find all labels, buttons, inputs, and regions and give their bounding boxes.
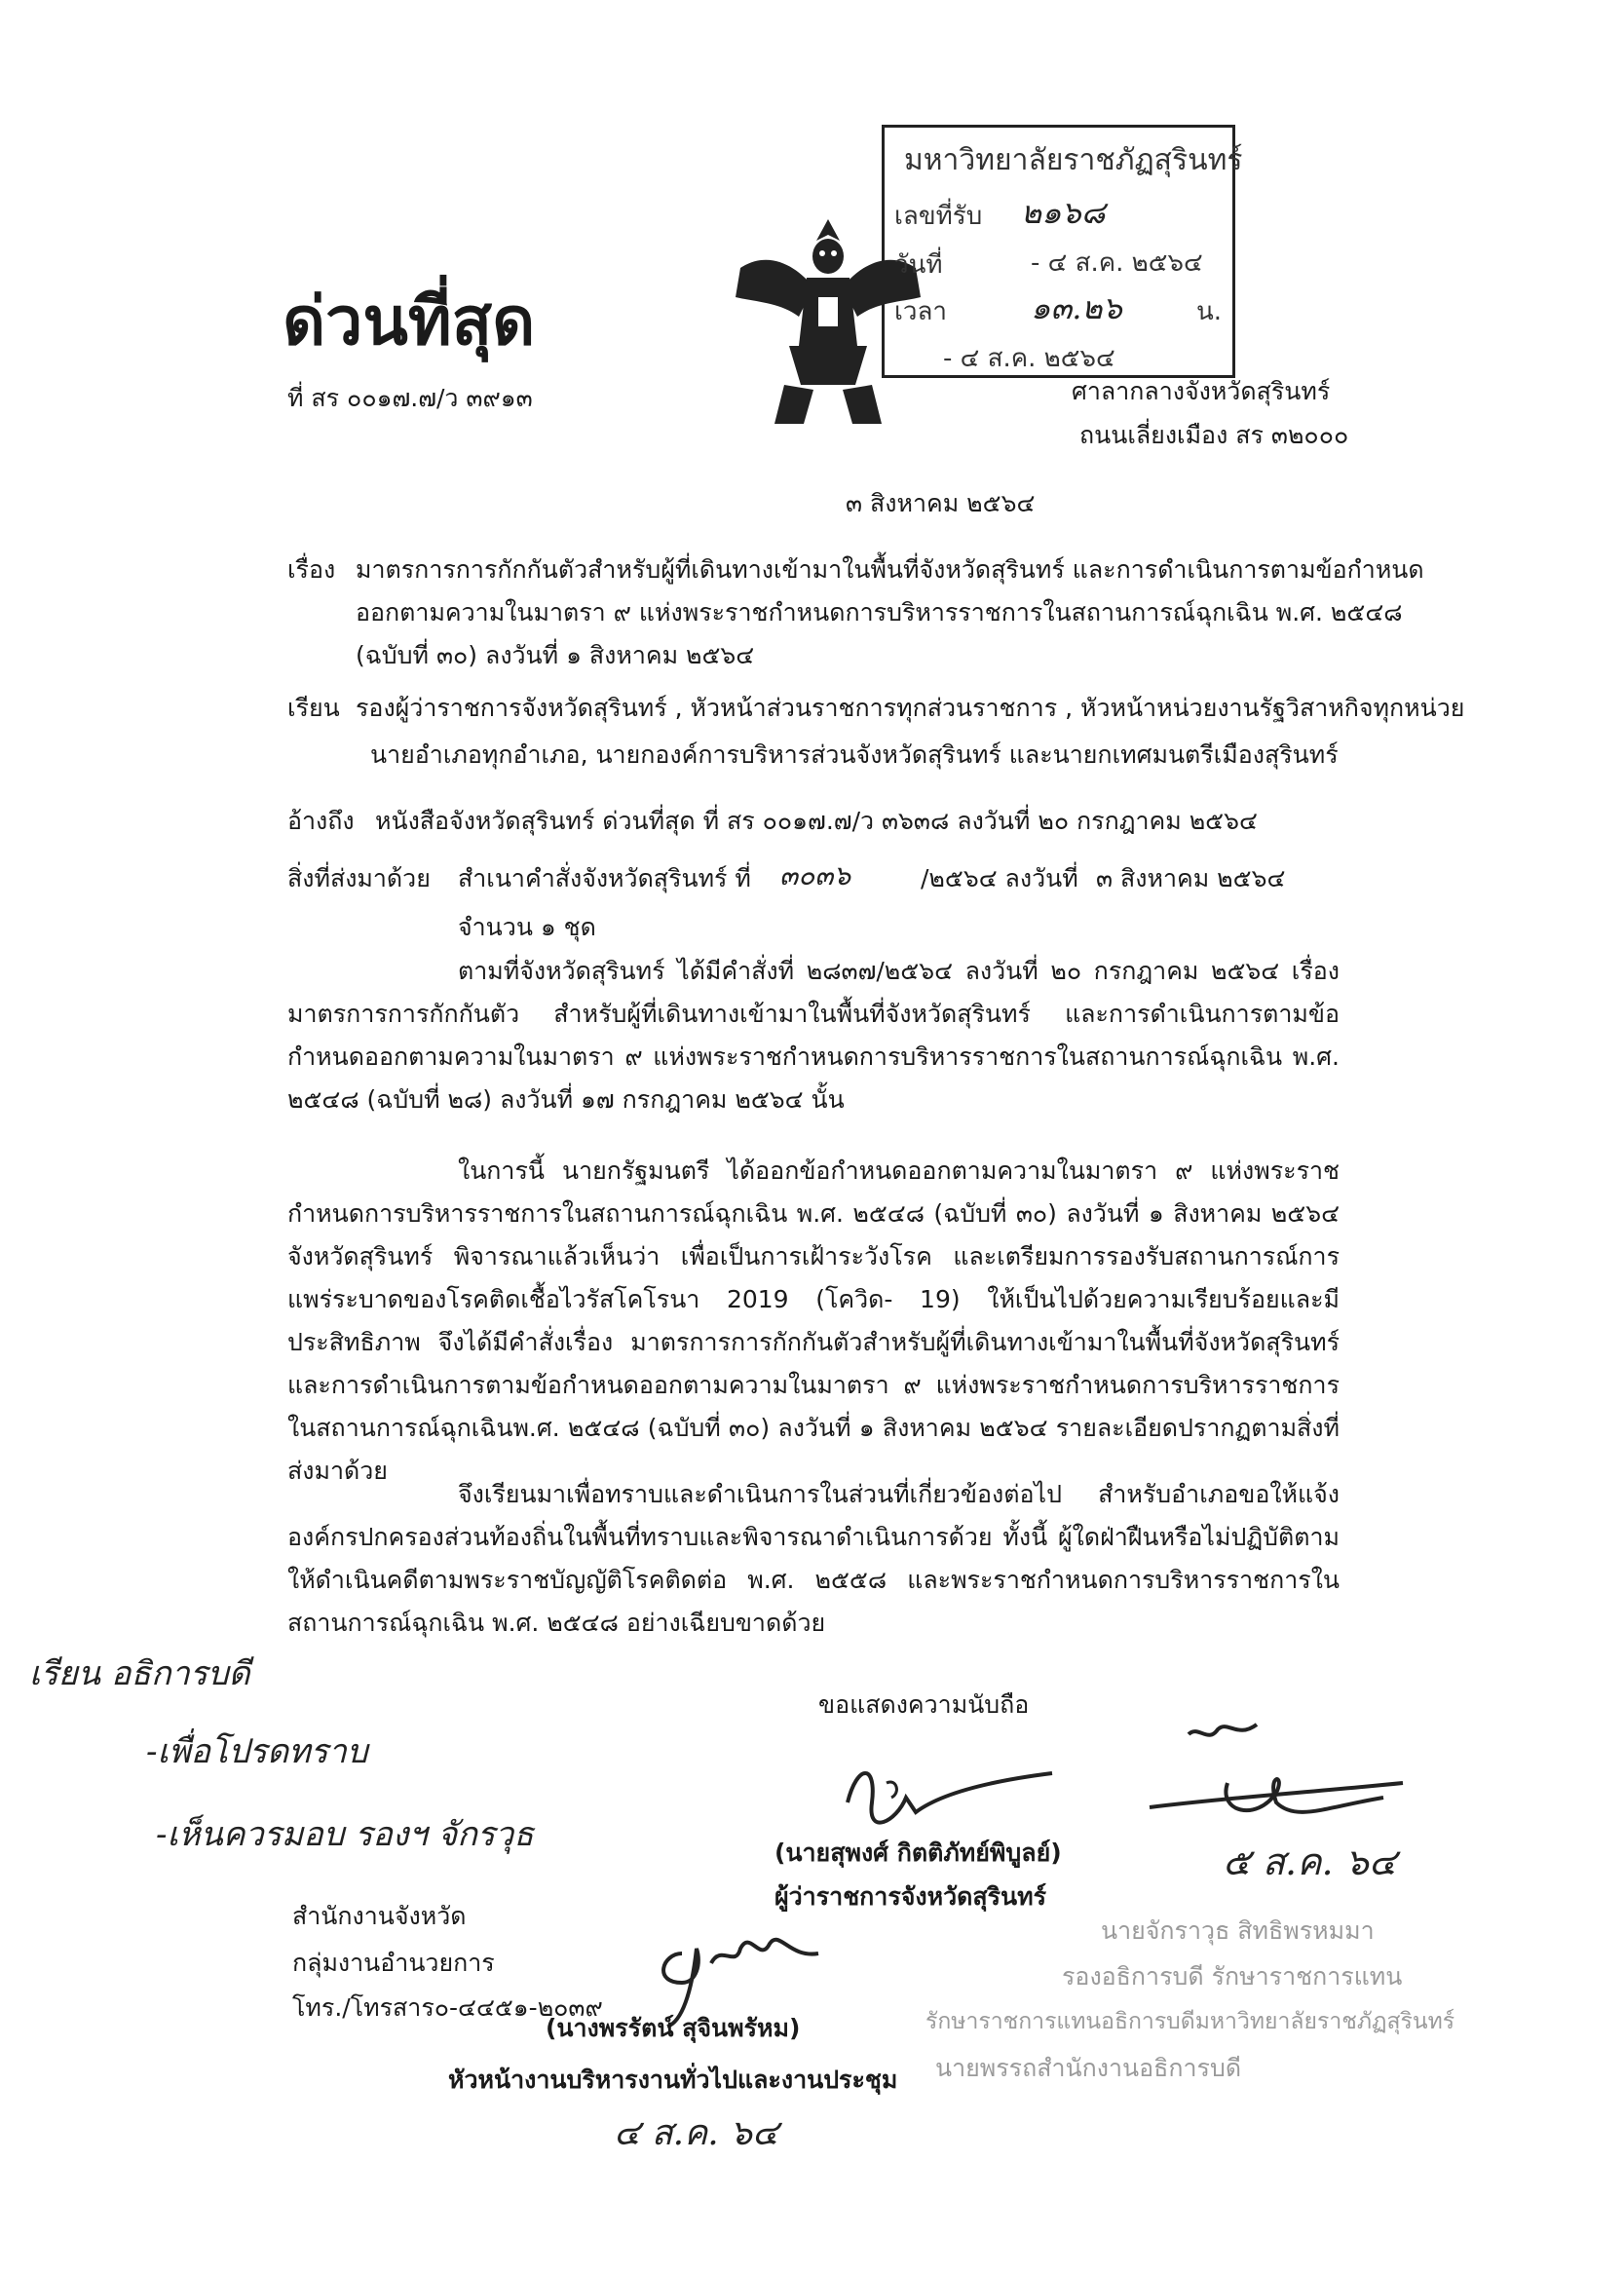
governor-signature (828, 1744, 1062, 1851)
stamp-number-label: เลขที่รับ (894, 202, 983, 231)
stamp-date-2: - ๔ ส.ค. ๒๕๖๔ (943, 344, 1115, 373)
subject-label: เรื่อง (287, 555, 336, 584)
signer-name: (นายสุพงศ์ กิตติภัทย์พิบูลย์) (774, 1839, 1062, 1867)
office-address-line2: ถนนเลี่ยงเมือง สร ๓๒๐๐๐ (1079, 421, 1349, 449)
stamp-time: ๑๓.๒๖ (1031, 289, 1122, 326)
handwritten-note-line2: -เพื่อโปรดทราบ (146, 1732, 368, 1771)
enclosure-count: จำนวน ๑ ชุด (458, 913, 596, 941)
body-paragraph-1-text: ตามที่จังหวัดสุรินทร์ ได้มีคำสั่งที่ ๒๘๓๗/๒๕๖๔ ลงวันที่ ๒๐ กรกฎาคม ๒๕๖๔ เรื่อง มาตรการการกักกันตัว สำหรับผู้ที่เดินทางเข้ามาในพื้นที่จังหวัดสุรินทร์ และการดำเนินการตามข้อกำหนดออกตามความในมาตรา ๙ แห่งพระราชกำหนดการบริหารราชการในสถานการณ์ฉุกเฉิน พ.ศ. ๒๕๔๘ (ฉบับที่ ๒๘) ลงวันที่ ๑๗ กรกฎาคม ๒๕๖๔ นั้น (287, 957, 1340, 1114)
body-paragraph-1 (287, 950, 1340, 1121)
receive-stamp (882, 125, 1243, 378)
body-paragraph-2 (287, 1150, 1340, 1493)
reference-label: อ้างถึง (287, 807, 355, 835)
faded-stamp-line3: รักษาราชการแทนอธิการบดีมหาวิทยาลัยราชภัฏสุรินทร์ (925, 2009, 1455, 2034)
faded-stamp-line1: นายจักราวุธ สิทธิพรหมมา (1101, 1916, 1375, 1945)
body-paragraph-3 (287, 1473, 1340, 1645)
stamp-number: ๒๑๖๘ (1021, 194, 1106, 231)
faded-stamp-line4: นายพรรถสำนักงานอธิการบดี (935, 2054, 1242, 2082)
faded-stamp-line2: รองอธิการบดี รักษาราชการแทน (1062, 1962, 1403, 1991)
stamp-date: - ๔ ส.ค. ๒๕๖๔ (1031, 248, 1203, 278)
urgency-heading: ด่วนที่สุด (283, 283, 536, 360)
enclosure-text-b: /๒๕๖๔ ลงวันที่ (921, 864, 1078, 892)
enclosure-text-c: ๓ สิงหาคม ๒๕๖๔ (1096, 864, 1286, 892)
stamp-time-suffix: น. (1196, 297, 1223, 326)
handwritten-note-line3: -เห็นควรมอบ รองฯ จักรวุธ (156, 1815, 534, 1854)
office-address-line1: ศาลากลางจังหวัดสุรินทร์ (1072, 377, 1331, 405)
lower-signer-title: หัวหน้างานบริหารงานทั่วไปและงานประชุม (448, 2066, 898, 2094)
handwritten-note-line1: เรียน อธิการบดี (29, 1654, 250, 1693)
reference-text: หนังสือจังหวัดสุรินทร์ ด่วนที่สุด ที่ สร ๐๐๑๗.๗/ว ๓๖๓๘ ลงวันที่ ๒๐ กรกฎาคม ๒๕๖๔ (375, 807, 1258, 835)
handwritten-approval-date: ๕ ส.ค. ๖๔ (1223, 1840, 1397, 1883)
handwritten-bottom-date: ๔ ส.ค. ๖๔ (614, 2113, 779, 2153)
signer-title: ผู้ว่าราชการจังหวัดสุรินทร์ (774, 1882, 1047, 1911)
enclosure-order-number: ๓๐๓๖ (779, 859, 851, 891)
to-label: เรียน (287, 694, 340, 722)
enclosure-text-a: สำเนาคำสั่งจังหวัดสุรินทร์ ที่ (458, 864, 751, 892)
contact-group: กลุ่มงานอำนวยการ (292, 1949, 495, 1977)
subject-line1: มาตรการการกักกันตัวสำหรับผู้ที่เดินทางเข้ามาในพื้นที่จังหวัดสุรินทร์ และการดำเนินการตามข้อกำหนด (356, 555, 1424, 584)
subject-line2: ออกตามความในมาตรา ๙ แห่งพระราชกำหนดการบริหารราชการในสถานการณ์ฉุกเฉิน พ.ศ. ๒๕๔๘ (356, 598, 1403, 626)
closing-regards: ขอแสดงความนับถือ (818, 1690, 1030, 1719)
contact-office: สำนักงานจังหวัด (292, 1902, 467, 1930)
contact-phone: โทร./โทรสาร๐-๔๔๕๑-๒๐๓๙ (292, 1993, 603, 2022)
lower-signer-name: (นางพรรัตน์ สุจินพรัหม) (546, 2014, 801, 2042)
to-line1: รองผู้ว่าราชการจังหวัดสุรินทร์ , หัวหน้าส่วนราชการทุกส่วนราชการ , หัวหน้าหน่วยงานรัฐวิสาหกิจทุกหน่วย (356, 694, 1465, 722)
stamp-org: มหาวิทยาลัยราชภัฏสุรินทร์ (904, 143, 1243, 177)
to-line2: นายอำเภอทุกอำเภอ, นายกองค์การบริหารส่วนจังหวัดสุรินทร์ และนายกเทศมนตรีเมืองสุรินทร์ (370, 740, 1339, 769)
subject-line3: (ฉบับที่ ๓๐) ลงวันที่ ๑ สิงหาคม ๒๕๖๔ (356, 641, 755, 669)
enclosure-label: สิ่งที่ส่งมาด้วย (287, 864, 431, 892)
stamp-time-label: เวลา (894, 297, 948, 326)
document-number: ที่ สร ๐๐๑๗.๗/ว ๓๙๑๓ (287, 384, 533, 412)
document-date: ๓ สิงหาคม ๒๕๖๔ (846, 489, 1036, 517)
body-paragraph-2-text: ในการนี้ นายกรัฐมนตรี ได้ออกข้อกำหนดออกตามความในมาตรา ๙ แห่งพระราชกำหนดการบริหารราชการในสถานการณ์ฉุกเฉิน พ.ศ. ๒๕๔๘ (ฉบับที่ ๓๐) ลงวันที่ ๑ สิงหาคม ๒๕๖๔ จังหวัดสุรินทร์ พิจารณาแล้วเห็นว่า เพื่อเป็นการเฝ้าระวังโรค และเตรียมการรองรับสถานการณ์การแพร่ระบาดของโรคติดเชื้อไวรัสโคโรนา 2019 (โควิด- 19) ให้เป็นไปด้วยความเรียบร้อยและมีประสิทธิภาพ จึงได้มีคำสั่งเรื่อง มาตรการการกักกันตัวสำหรับผู้ที่เดินทางเข้ามาในพื้นที่จังหวัดสุรินทร์ และการดำเนินการตามข้อกำหนดออกตามความในมาตรา ๙ แห่งพระราชกำหนดการบริหารราชการในสถานการณ์ฉุกเฉินพ.ศ. ๒๕๔๘ (ฉบับที่ ๓๐) ลงวันที่ ๑ สิงหาคม ๒๕๖๔ รายละเอียดปรากฏตามสิ่งที่ส่งมาด้วย (287, 1156, 1340, 1485)
body-paragraph-3-text: จึงเรียนมาเพื่อทราบและดำเนินการในส่วนที่เกี่ยวข้องต่อไป สำหรับอำเภอขอให้แจ้งองค์กรปกครองส่วนท้องถิ่นในพื้นที่ทราบและพิจารณาดำเนินการด้วย ทั้งนี้ ผู้ใดฝ่าฝืนหรือไม่ปฏิบัติตามให้ดำเนินคดีตามพระราชบัญญัติโรคติดต่อ พ.ศ. ๒๕๕๘ และพระราชกำหนดการบริหารราชการในสถานการณ์ฉุกเฉิน พ.ศ. ๒๕๔๘ อย่างเฉียบขาดด้วย (287, 1480, 1340, 1637)
stamp-date-label: วันที่ (894, 250, 943, 280)
